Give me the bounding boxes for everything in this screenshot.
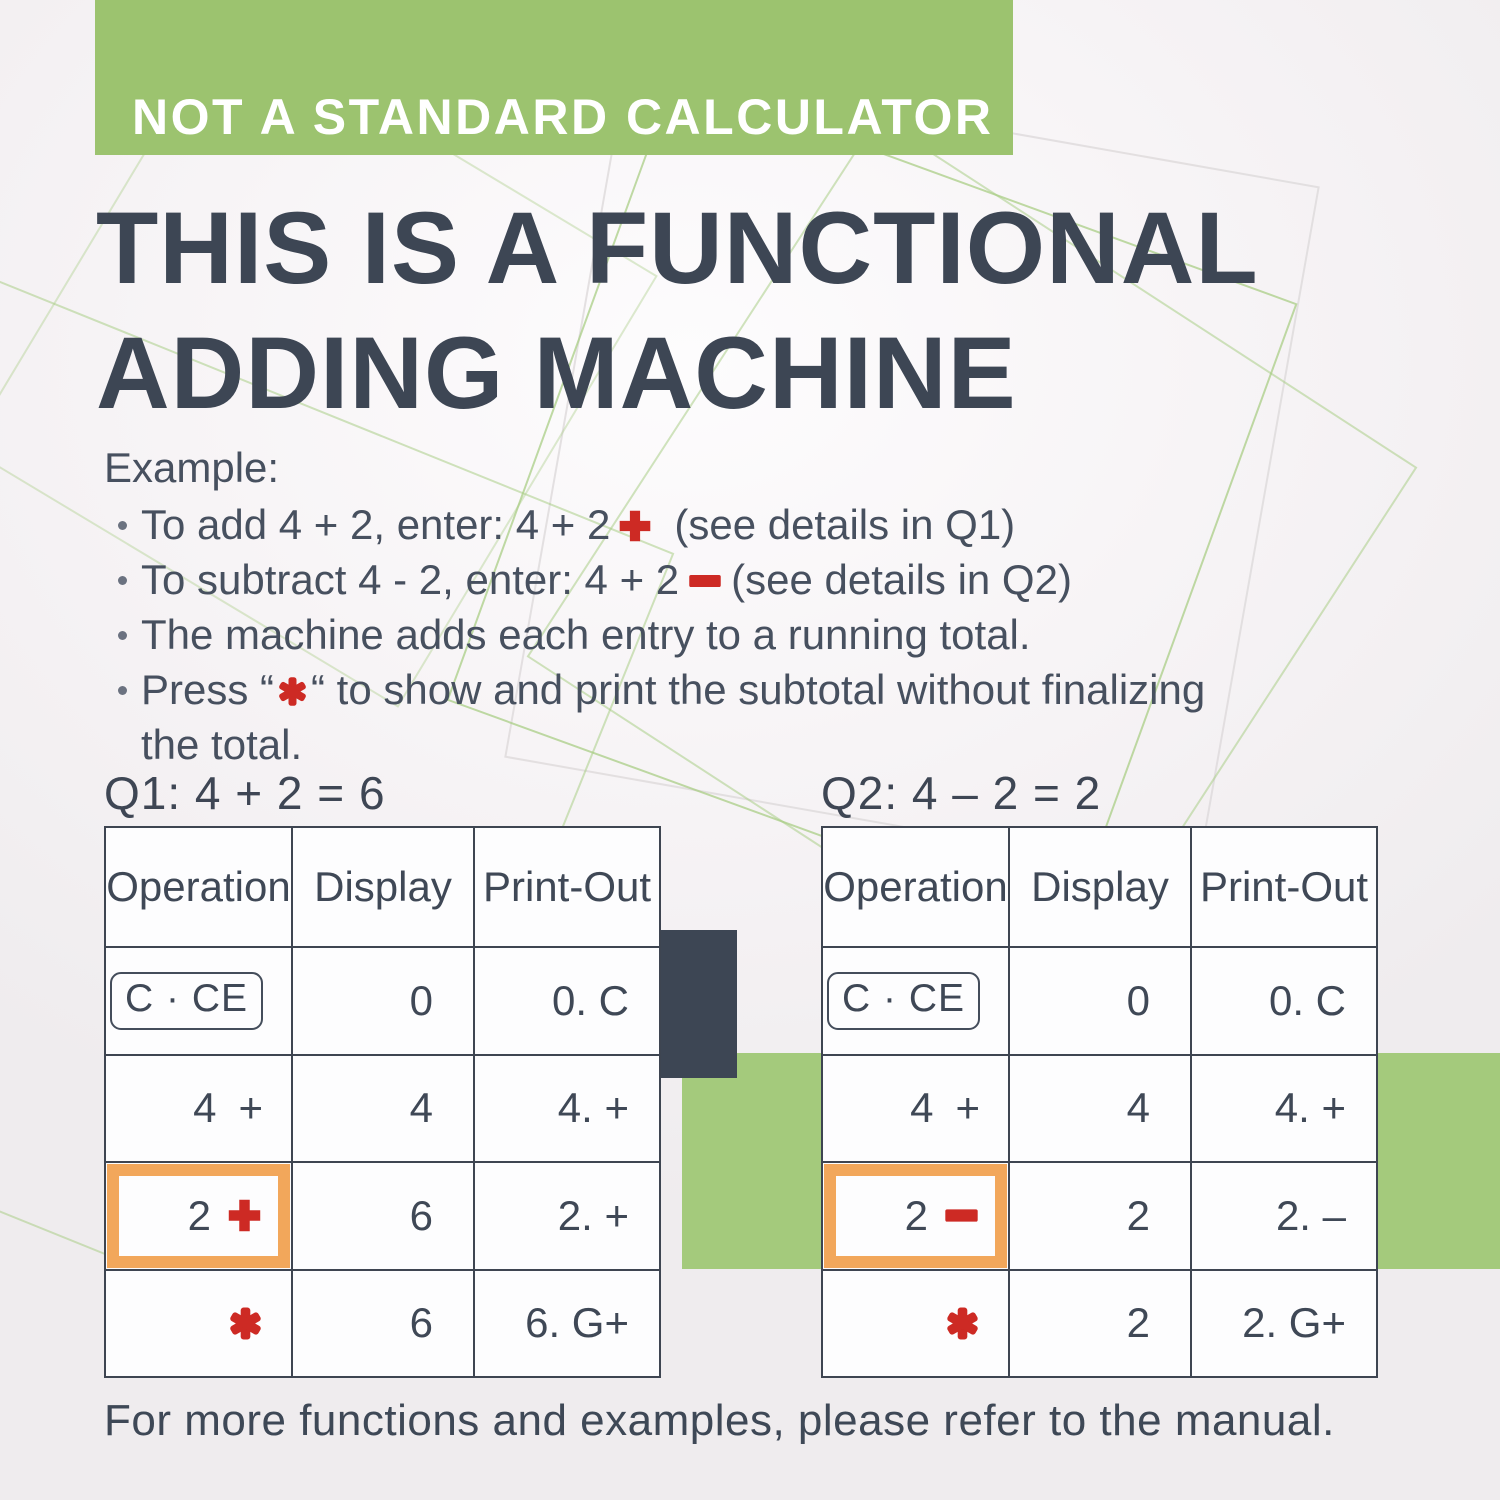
display-cell: 0 [1008, 946, 1190, 1054]
operation-cell-highlighted: 2 [106, 1161, 291, 1269]
bullet-text: Press “ [141, 666, 275, 713]
printout-cell: 4. + [473, 1054, 659, 1162]
display-cell: 2 [1008, 1161, 1190, 1269]
bullet-icon [118, 521, 127, 530]
list-item [104, 662, 1246, 772]
banner-label: NOT A STANDARD CALCULATOR [132, 89, 994, 145]
q2-caption: Q2: 4 – 2 = 2 [821, 767, 1102, 819]
page-title [96, 186, 1259, 436]
column-header: Print-Out [1190, 828, 1376, 946]
operation-cell [823, 946, 1008, 1054]
decor-dark-block [661, 930, 737, 1078]
display-cell: 6 [291, 1269, 473, 1377]
bullet-icon [118, 631, 127, 640]
bullet-text: The machine adds each entry to a running total. [141, 611, 1031, 658]
printout-cell: 6. G+ [473, 1269, 659, 1377]
list-item [104, 552, 1246, 607]
display-cell: 6 [291, 1161, 473, 1269]
asterisk-icon [945, 1306, 980, 1341]
bullet-icon [118, 576, 127, 585]
printout-cell: 2. – [1190, 1161, 1376, 1269]
footer-note: For more functions and examples, please refer to the manual. [104, 1396, 1335, 1445]
operation-cell: 4 + [823, 1054, 1008, 1162]
display-cell: 0 [291, 946, 473, 1054]
operation-cell: 4 + [106, 1054, 291, 1162]
bullet-icon [118, 686, 127, 695]
plus-icon [617, 508, 653, 544]
column-header: Print-Out [473, 828, 659, 946]
example-title: Example: [104, 444, 280, 491]
printout-cell: 0. C [473, 946, 659, 1054]
operation-cell [106, 946, 291, 1054]
asterisk-icon [228, 1306, 263, 1341]
display-cell: 4 [1008, 1054, 1190, 1162]
display-cell: 2 [1008, 1269, 1190, 1377]
printout-cell: 0. C [1190, 946, 1376, 1054]
column-header: Operation [823, 828, 1008, 946]
printout-cell: 4. + [1190, 1054, 1376, 1162]
column-header: Display [1008, 828, 1190, 946]
q1-caption: Q1: 4 + 2 = 6 [104, 767, 386, 819]
printout-cell: 2. G+ [1190, 1269, 1376, 1377]
bullet-text: (see details in Q1) [674, 501, 1016, 548]
bullet-text: (see details in Q2) [731, 556, 1072, 603]
minus-icon [943, 1197, 980, 1234]
q2-table [821, 826, 1378, 1378]
bullet-text: To add 4 + 2, enter: 4 + 2 [141, 501, 611, 548]
clear-keycap: C · CE [110, 972, 263, 1030]
list-item [104, 607, 1246, 662]
operation-cell [823, 1269, 1008, 1377]
display-cell: 4 [291, 1054, 473, 1162]
clear-keycap: C · CE [827, 972, 980, 1030]
operation-cell [106, 1269, 291, 1377]
list-item [104, 497, 1246, 552]
plus-icon [226, 1197, 263, 1234]
operation-cell-highlighted: 2 [823, 1161, 1008, 1269]
q1-table [104, 826, 661, 1378]
printout-cell: 2. + [473, 1161, 659, 1269]
column-header: Operation [106, 828, 291, 946]
bullet-text: To subtract 4 - 2, enter: 4 + 2 [141, 556, 680, 603]
column-header: Display [291, 828, 473, 946]
bullet-text: “ to show and print the subtotal without finalizing the total. [141, 666, 1206, 768]
example-section [104, 440, 1246, 772]
asterisk-icon [277, 676, 308, 707]
banner [95, 0, 1013, 155]
minus-icon [686, 563, 724, 599]
page-title-line2: ADDING MACHINE [96, 316, 1017, 430]
page-title-line1: THIS IS A FUNCTIONAL [96, 191, 1259, 305]
